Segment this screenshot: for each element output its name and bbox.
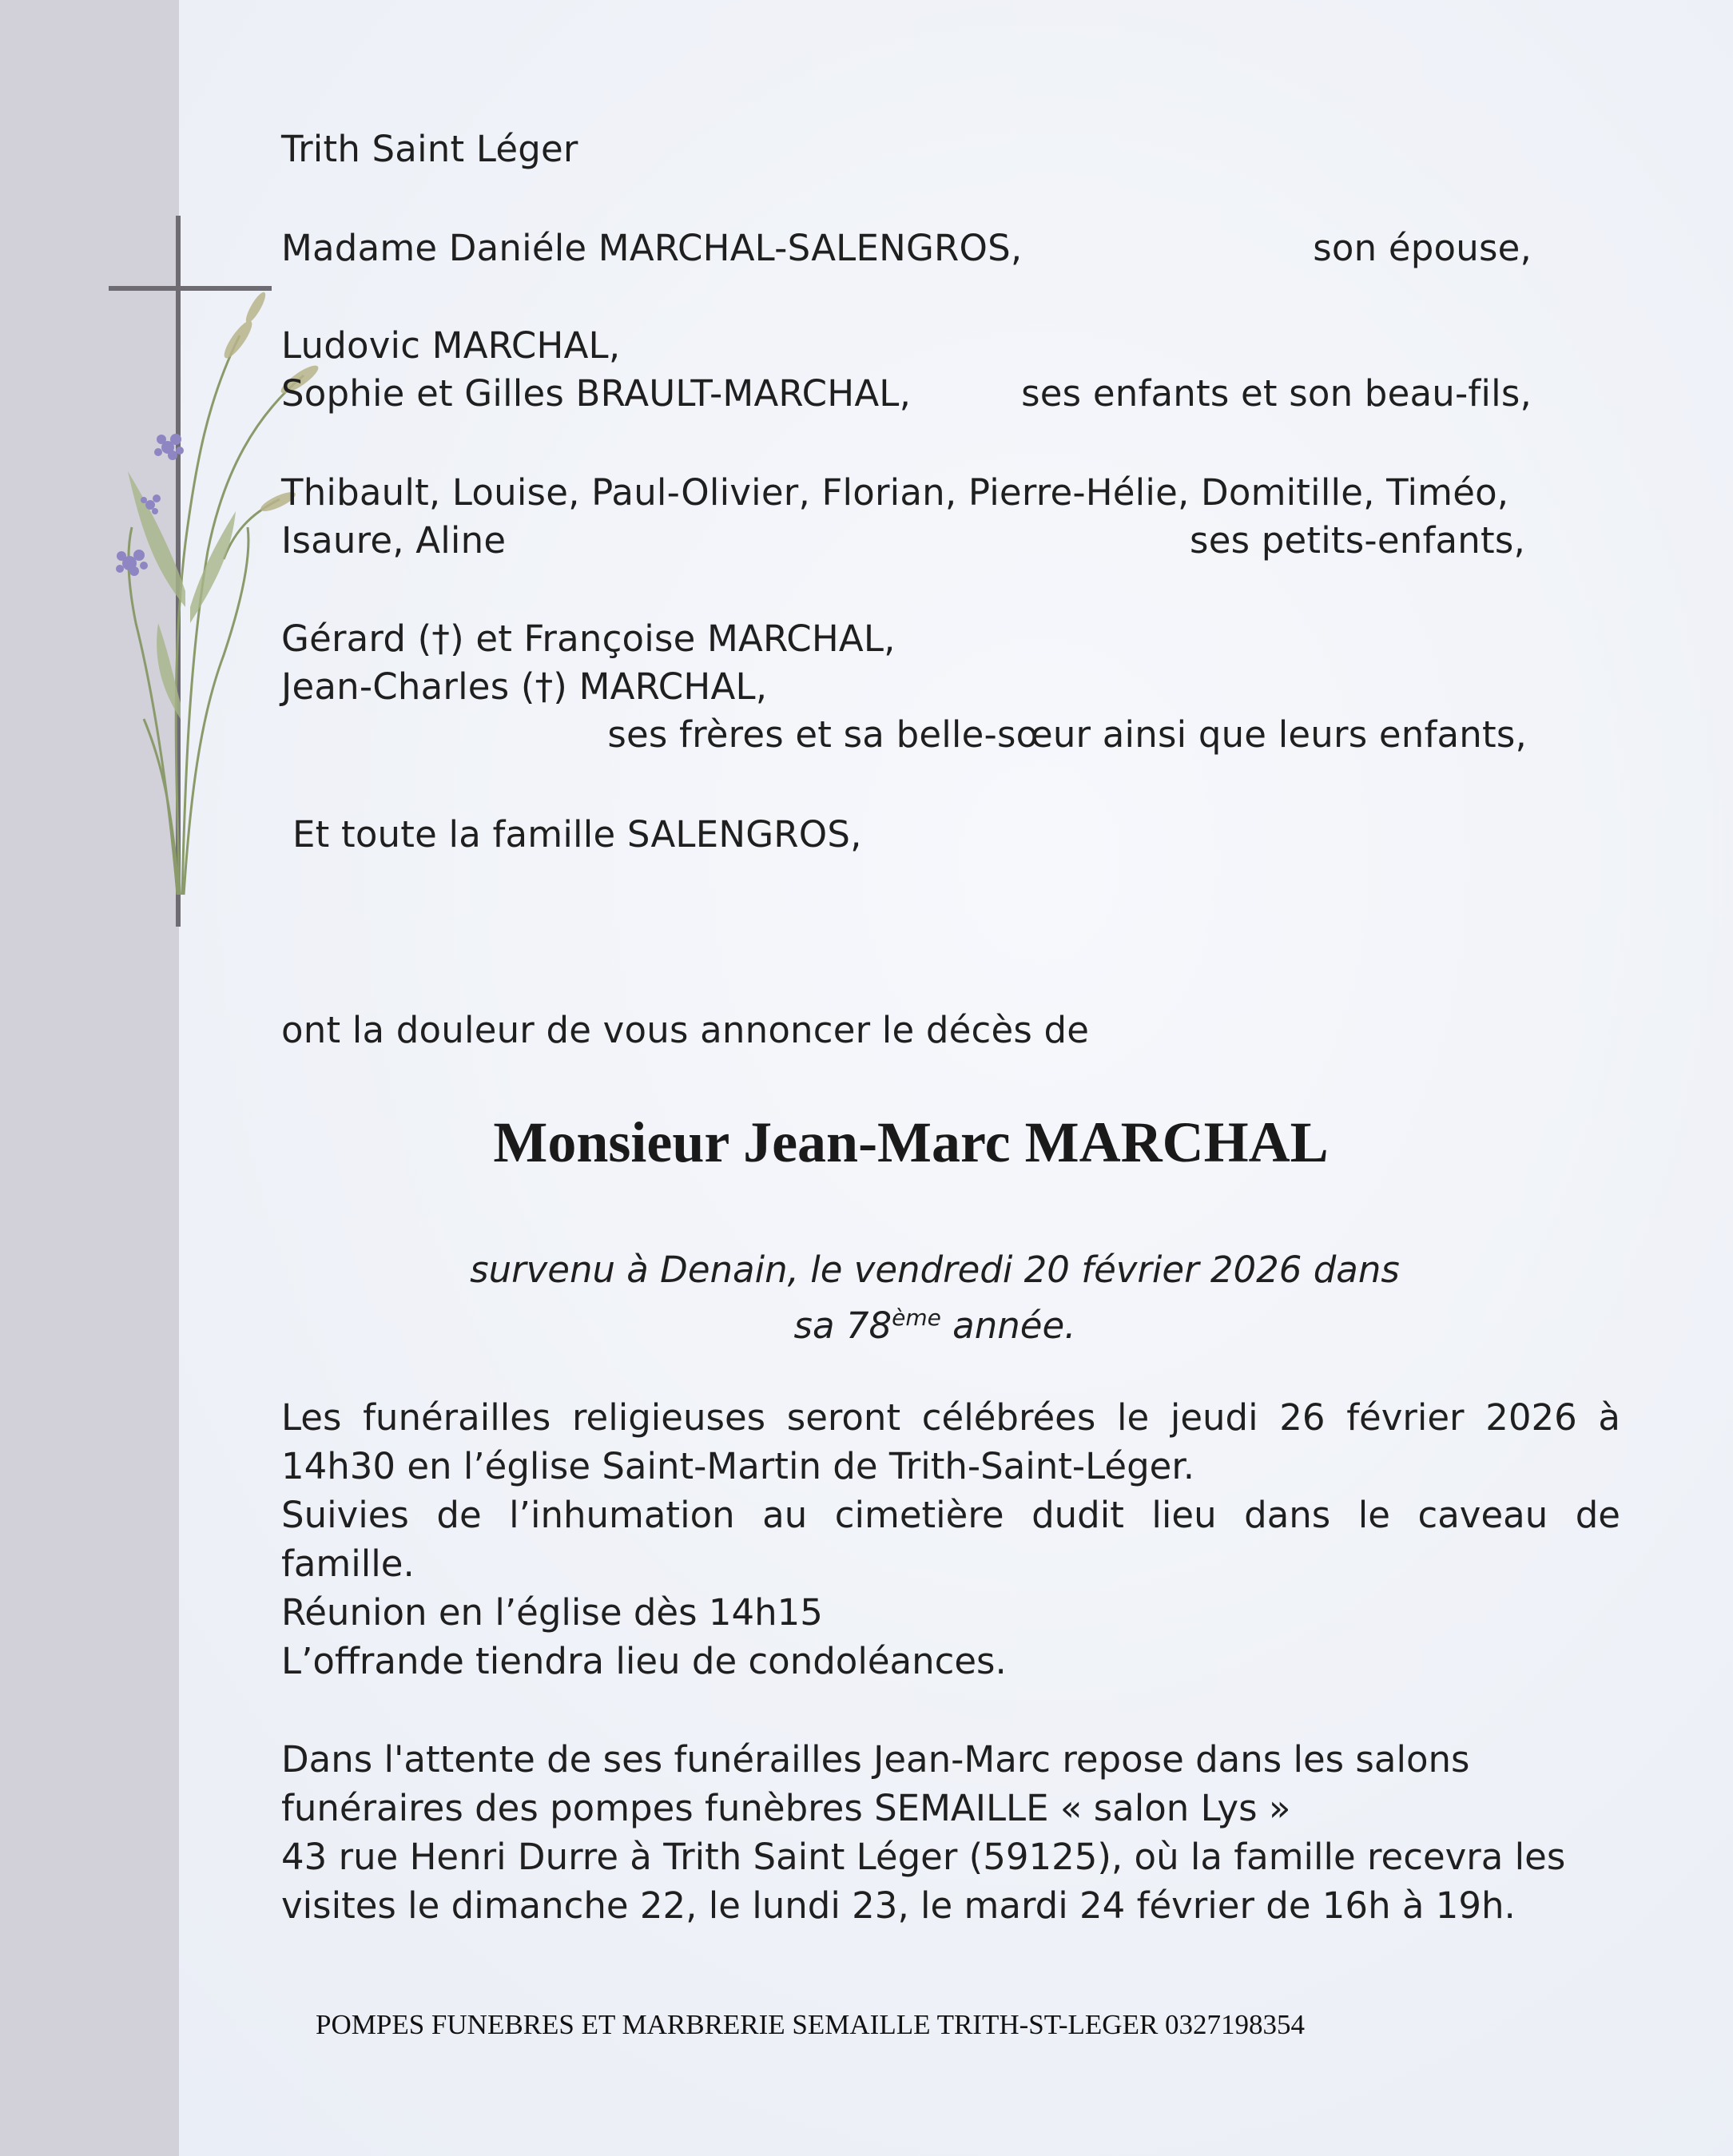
sibling-2: Jean-Charles (†) MARCHAL, [281,665,768,708]
visitation-line-3: 43 rue Henri Durre à Trith Saint Léger (59125), où la famille recevra les [281,1836,1566,1878]
spouse-role: son épouse, [1313,227,1532,269]
visitation-line-2: funéraires des pompes funèbres SEMAILLE « salon Lys » [281,1787,1291,1829]
grandchildren-line-1: Thibault, Louise, Paul-Olivier, Florian, Pierre-Hélie, Domitille, Timéo, [281,471,1509,514]
child-2: Sophie et Gilles BRAULT-MARCHAL, [281,372,912,415]
visitation-line-1: Dans l'attente de ses funérailles Jean-Marc repose dans les salons [281,1738,1470,1781]
funeral-line-3: Suivies de l’inhumation au cimetière dudit lieu dans le caveau de [281,1494,1620,1536]
extended-family: Et toute la famille SALENGROS, [292,813,862,856]
grandchildren-line-2: Isaure, Aline [281,519,507,562]
ordinal-suffix: ème [892,1304,941,1331]
death-line-2-suffix: année. [940,1304,1076,1347]
death-line-1: survenu à Denain, le vendredi 20 février 2026 dans [470,1249,1400,1291]
location: Trith Saint Léger [281,128,578,170]
funeral-line-4: famille. [281,1543,415,1585]
death-line-2-prefix: sa 78 [793,1304,892,1347]
wheat-stems-icon [129,336,304,895]
visitation-line-4: visites le dimanche 22, le lundi 23, le mardi 24 février de 16h à 19h. [281,1884,1516,1927]
funeral-line-1: Les funérailles religieuses seront célébrées le jeudi 26 février 2026 à [281,1396,1620,1439]
funeral-line-6: L’offrande tiendra lieu de condoléances. [281,1640,1007,1682]
funeral-line-5: Réunion en l’église dès 14h15 [281,1591,823,1634]
death-line-2 [360,1295,1510,1349]
sibling-1: Gérard (†) et Françoise MARCHAL, [281,617,896,660]
funeral-home-footer: POMPES FUNEBRES ET MARBRERIE SEMAILLE TRITH-ST-LEGER 0327198354 [316,2009,1306,2040]
child-1: Ludovic MARCHAL, [281,324,621,367]
spouse-name: Madame Daniéle MARCHAL-SALENGROS, [281,227,1023,269]
deceased-name: Monsieur Jean-Marc MARCHAL [493,1110,1329,1174]
children-role: ses enfants et son beau-fils, [1021,372,1532,415]
announcement: ont la douleur de vous annoncer le décès de [281,1009,1090,1051]
siblings-role: ses frères et sa belle-sœur ainsi que leurs enfants, [607,713,1527,756]
funeral-line-2: 14h30 en l’église Saint-Martin de Trith-Saint-Léger. [281,1445,1195,1487]
flowers-icon [116,434,184,576]
grandchildren-role: ses petits-enfants, [1190,519,1525,562]
